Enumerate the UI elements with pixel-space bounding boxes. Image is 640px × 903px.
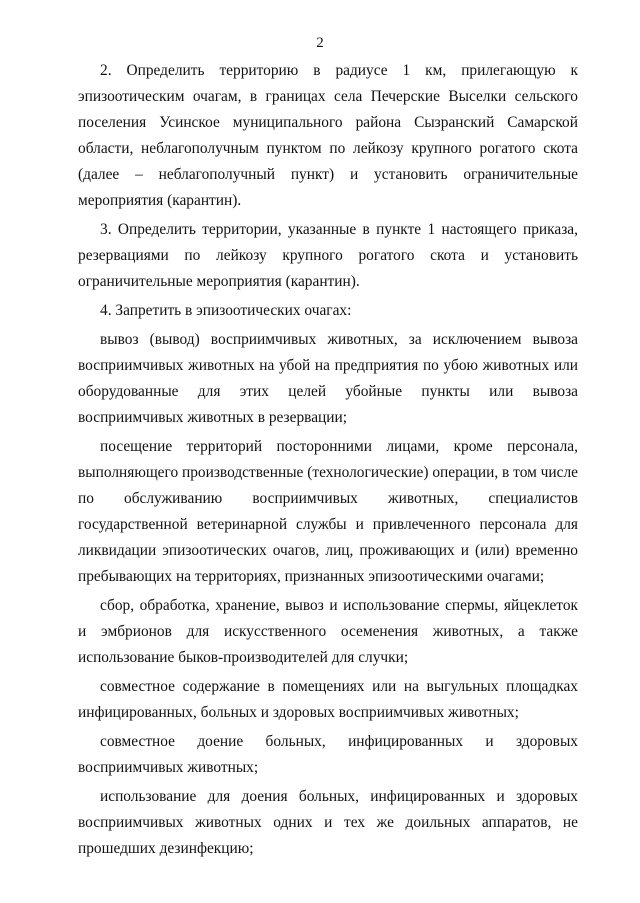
paragraph-item-3: 3. Определить территории, указанные в пункте 1 настоящего приказа, резервациями по лейкозу крупного рогатого скота и установить ограничительные мероприятия (карантин). <box>78 221 578 290</box>
prohibition-joint-keeping: совместное содержание в помещениях или на выгульных площадках инфицированных, больных и здоровых восприимчивых животных; <box>78 678 578 721</box>
paragraph-item-2: 2. Определить территорию в радиусе 1 км, прилегающую к эпизоотическим очагам, в границах села Печерские Выселки сельского поселения Усинское муниципального района Сызранский Самарской области, неблагополучным пунктом по лейкозу крупного рогатого скота (далее – неблагополучный пункт) и установить ограничительные мероприятия (карантин). <box>78 62 578 209</box>
prohibition-joint-milking: совместное доение больных, инфицированных и здоровых восприимчивых животных; <box>78 733 578 776</box>
prohibition-semen: сбор, обработка, хранение, вывоз и использование спермы, яйцеклеток и эмбрионов для искусственного осеменения животных, а также использование быков-производителей для случки; <box>78 597 578 666</box>
prohibition-removal: вывоз (вывод) восприимчивых животных, за исключением вывоза восприимчивых животных на убой на предприятия по убою животных или оборудованные для этих целей убойные пункты или вывоза восприимчивых животных в резервации; <box>78 331 578 426</box>
page-number: 2 <box>316 35 324 51</box>
document-body <box>78 58 578 865</box>
prohibition-milking-machines: использование для доения больных, инфицированных и здоровых восприимчивых животных одних и тех же доильных аппаратов, не прошедших дезинфекцию; <box>78 788 578 857</box>
prohibition-visits: посещение территорий посторонними лицами, кроме персонала, выполняющего производственные (технологические) операции, в том числе по обслуживанию восприимчивых животных, специалистов государственной ветеринарной службы и привлеченного персонала для ликвидации эпизоотических очагов, лиц, проживающих и (или) временно пребывающих на территориях, признанных эпизоотическими очагами; <box>78 438 578 585</box>
paragraph-item-4: 4. Запретить в эпизоотических очагах: <box>100 302 352 319</box>
